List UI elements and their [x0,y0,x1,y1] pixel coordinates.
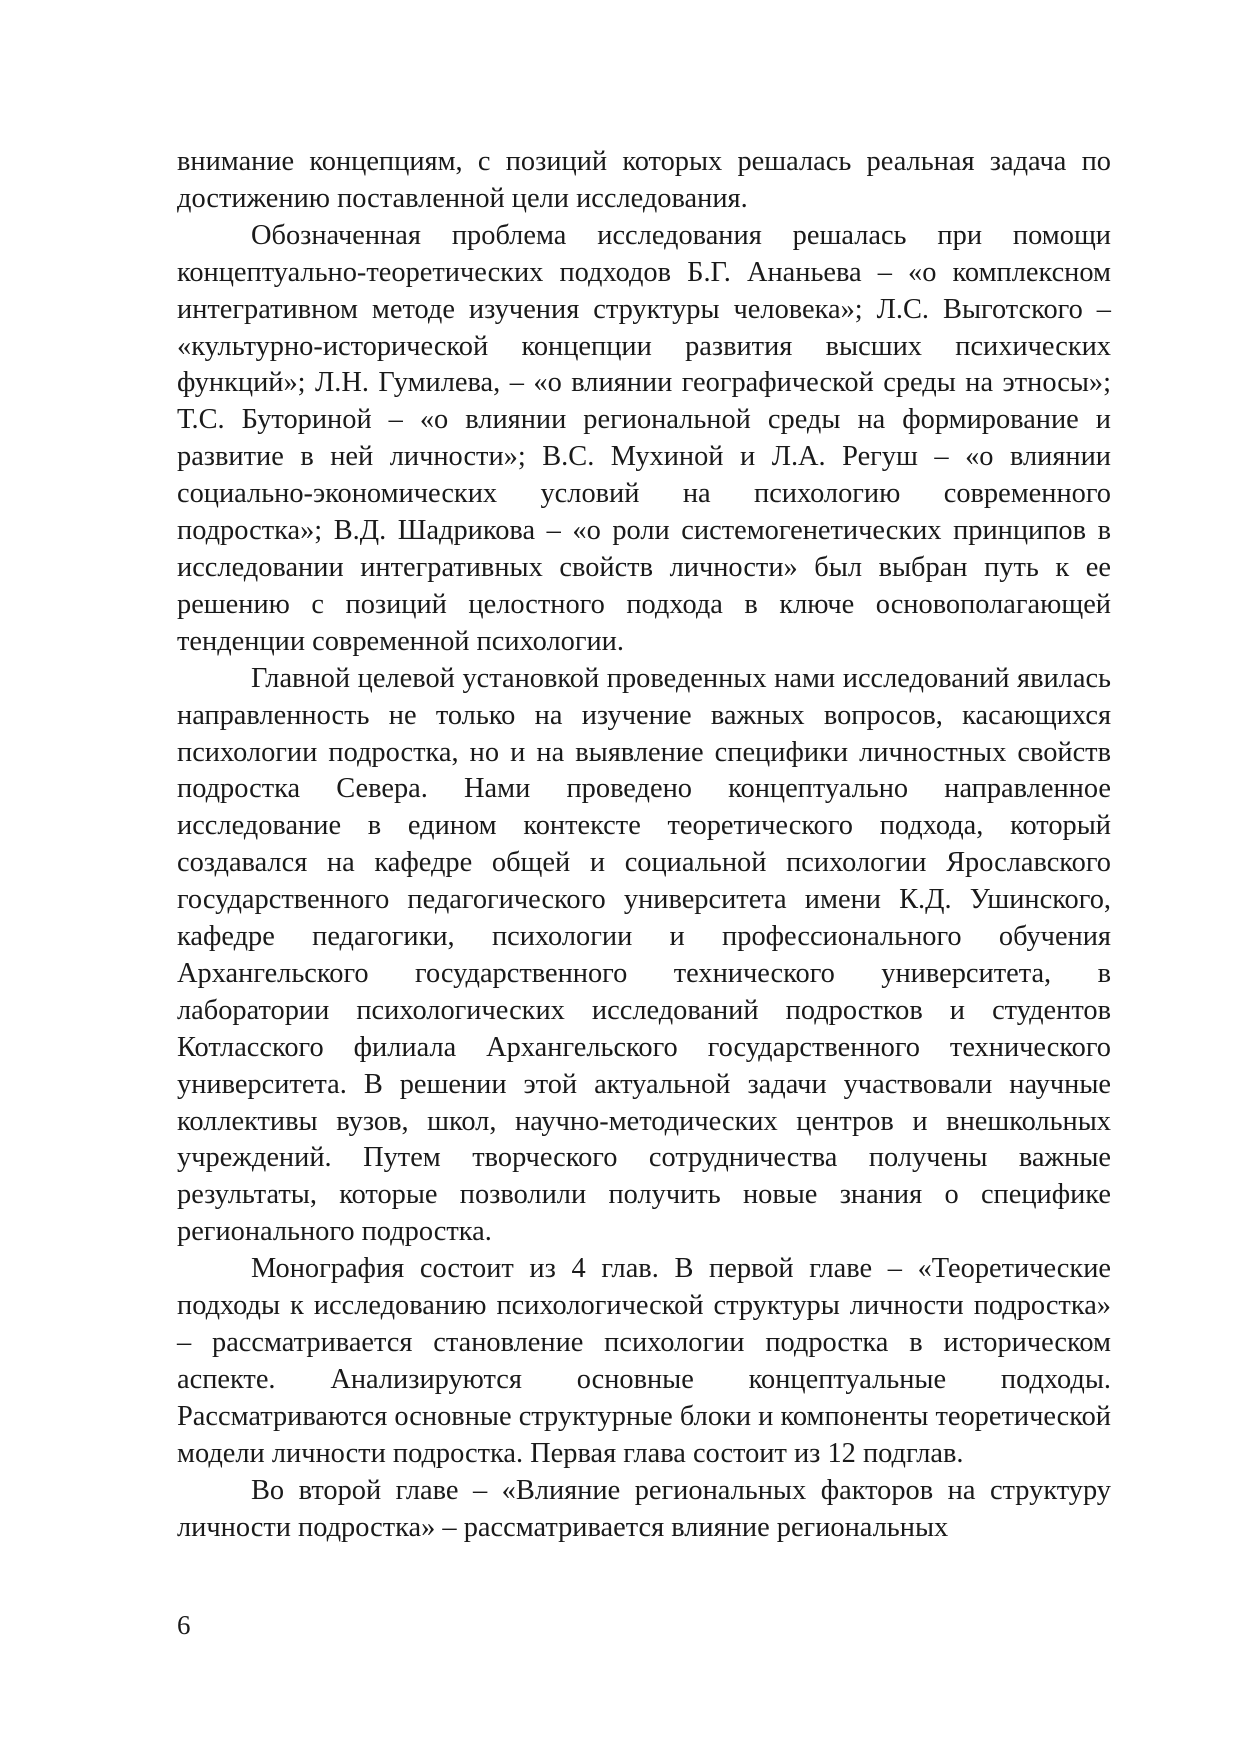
body-text [177,144,1111,1546]
paragraph-research-goal: Главной целевой установкой проведенных нами исследований явилась направленность не только на изучение важных вопросов, касающихся психологии подростка, но и на выявление специфики личностных свойств подростка Севера. Нами проведено концептуально направленное исследование в едином контексте теоретического подхода, который создавался на кафедре общей и социальной психологии Ярославского государственного педагогического университета имени К.Д. Ушинского, кафедре педагогики, психологии и профессионального обучения Архангельского государственного технического университета, в лаборатории психологических исследований подростков и студентов Котласского филиала Архангельского государственного технического университета. В решении этой актуальной задачи участвовали научные коллективы вузов, школ, научно-методических центров и внешкольных учреждений. Путем творческого сотрудничества получены важные результаты, которые позволили получить новые знания о специфике регионального подростка. [177,662,1111,1248]
paragraph-theoretical-approaches: Обозначенная проблема исследования решалась при помощи концептуально-теоретических подходов Б.Г. Ананьева – «о комплексном интегративном методе изучения структуры человека»; Л.С. Выготского – «культурно-исторической концепции развития высших психических функций»; Л.Н. Гумилева, – «о влиянии географической среды на этносы»; Т.С. Буториной – «о влиянии региональной среды на формирование и развитие в ней личности»; В.С. Мухиной и Л.А. Регуш – «о влиянии социально-экономических условий на психологию современного подростка»; В.Д. Шадрикова – «о роли системогенетических принципов в исследовании интегративных свойств личности» был выбран путь к ее решению с позиций целостного подхода в ключе основополагающей тенденции современной психологии. [177,219,1111,657]
paragraph-monograph-structure: Монография состоит из 4 глав. В первой главе – «Теоретические подходы к исследованию психологической структуры личности подростка» – рассматривается становление психологии подростка в историческом аспекте. Анализируются основные концептуальные подходы. Рассматриваются основные структурные блоки и компоненты теоретической модели личности подростка. Первая глава состоит из 12 подглав. [177,1253,1111,1469]
paragraph-second-chapter: Во второй главе – «Влияние региональных факторов на структуру личности подростка» – рассматривается влияние региональных [177,1474,1111,1543]
paragraph-continuation: внимание концепциям, с позиций которых решалась реальная задача по достижению поставленной цели исследования. [177,146,1111,214]
page-number: 6 [177,1610,191,1640]
